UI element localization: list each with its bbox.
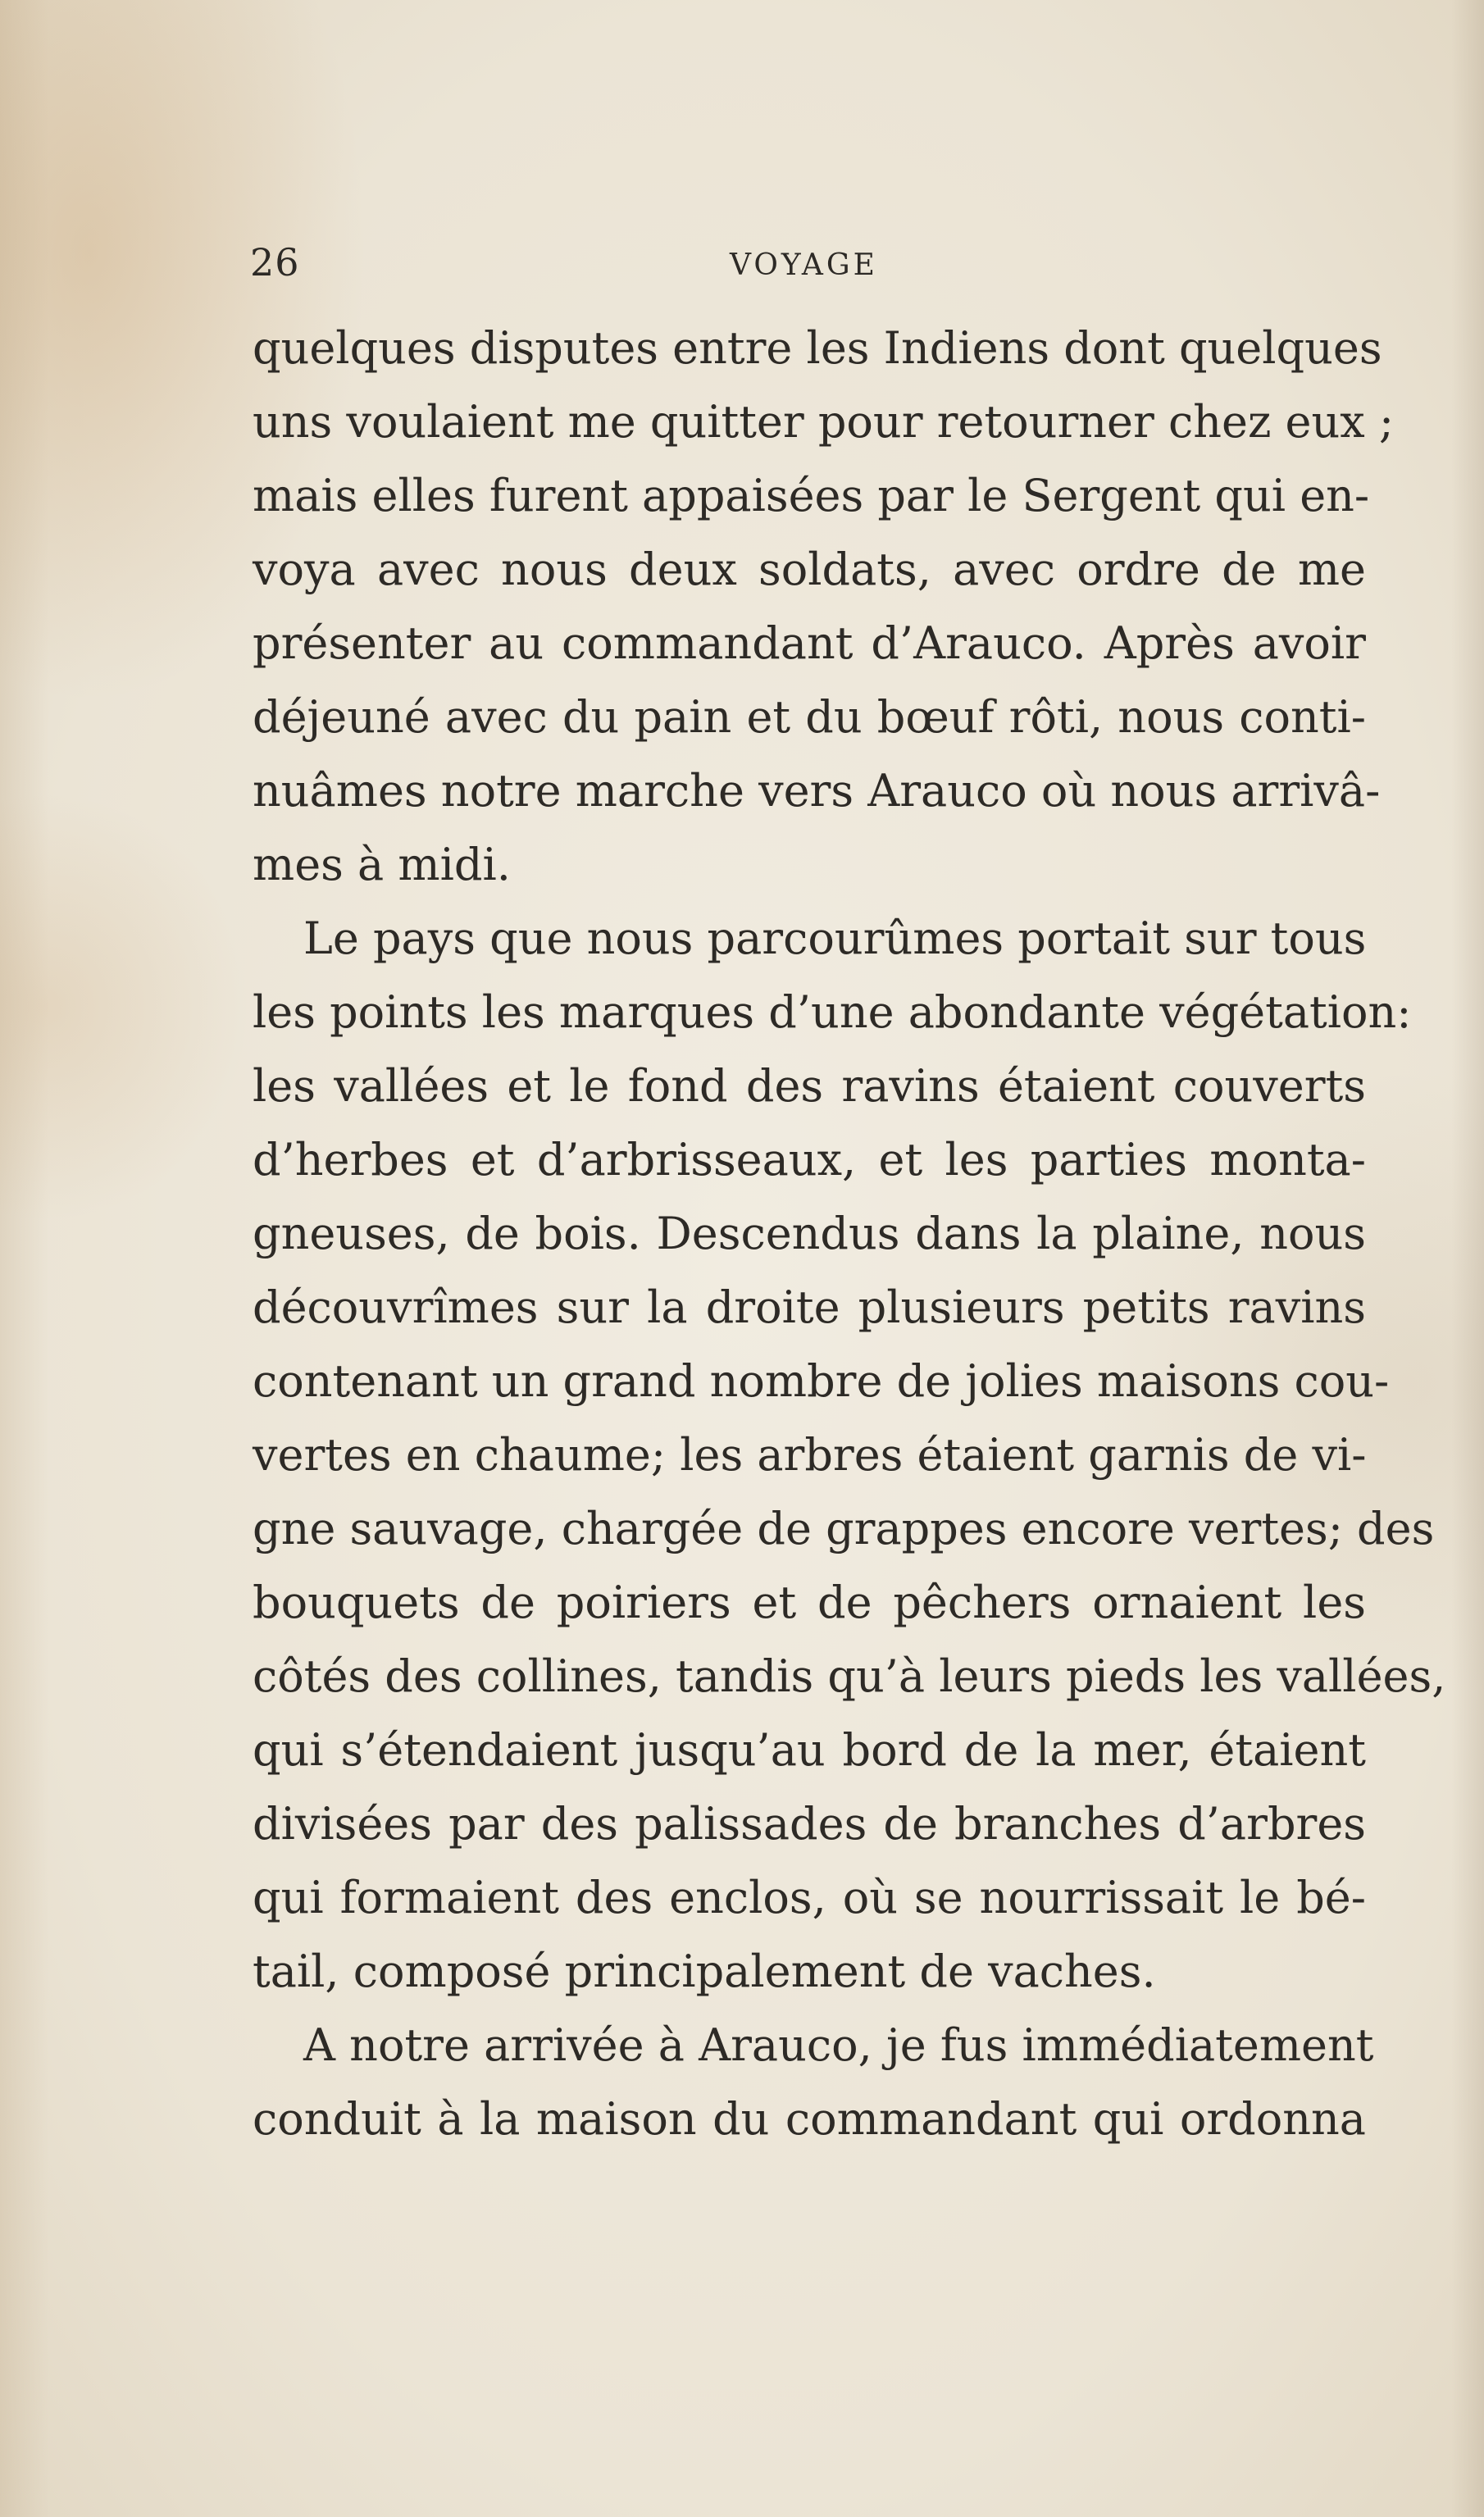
text-line: gne sauvage, chargée de grappes encore vertes; des [253, 1503, 1435, 1554]
text-line: quelques disputes entre les Indiens dont quelques [253, 322, 1382, 374]
text-line: mais elles furent appaisées par le Sergent qui en- [253, 470, 1370, 521]
text-line: vertes en chaume; les arbres étaient garnis de vi- [253, 1429, 1367, 1481]
text-line: Le pays que nous parcourûmes portait sur tous [303, 913, 1367, 964]
body-text [253, 312, 1446, 2156]
text-line: découvrîmes sur la droite plusieurs petits ravins [253, 1281, 1366, 1333]
text-line: A notre arrivée à Arauco, je fus immédiatement [303, 2019, 1374, 2071]
text-line: contenant un grand nombre de jolies maisons cou- [253, 1355, 1390, 1407]
text-line: d’herbes et d’arbrisseaux, et les parties monta- [253, 1134, 1366, 1186]
page-number: 26 [250, 240, 300, 284]
page-edge-right [1451, 0, 1484, 2517]
text-line: gneuses, de bois. Descendus dans la plaine, nous [253, 1208, 1366, 1259]
text-line: les vallées et le fond des ravins étaient couverts [253, 1060, 1366, 1112]
text-line: mes à midi. [253, 839, 511, 890]
running-head: VOYAGE [730, 248, 878, 282]
page-edge-left [0, 0, 49, 2517]
text-line: conduit à la maison du commandant qui ordonna [253, 2093, 1366, 2145]
text-line: uns voulaient me quitter pour retourner chez eux ; [253, 396, 1395, 448]
text-line: présenter au commandant d’Arauco. Après avoir [253, 617, 1366, 669]
text-line: qui s’étendaient jusqu’au bord de la mer, étaient [253, 1724, 1366, 1776]
text-line: divisées par des palissades de branches d’arbres [253, 1798, 1366, 1850]
text-line: bouquets de poiriers et de pêchers ornaient les [253, 1577, 1366, 1628]
page-header [250, 234, 1373, 291]
text-line: tail, composé principalement de vaches. [253, 1946, 1156, 1997]
text-line: les points les marques d’une abondante végétation: [253, 986, 1412, 1038]
text-line: qui formaient des enclos, où se nourrissait le bé- [253, 1872, 1366, 1923]
text-line: voya avec nous deux soldats, avec ordre de me [253, 544, 1366, 595]
text-line: déjeuné avec du pain et du bœuf rôti, nous conti- [253, 691, 1366, 743]
text-line: nuâmes notre marche vers Arauco où nous arrivâ- [253, 765, 1381, 817]
text-line: côtés des collines, tandis qu’à leurs pieds les vallées, [253, 1650, 1446, 1702]
